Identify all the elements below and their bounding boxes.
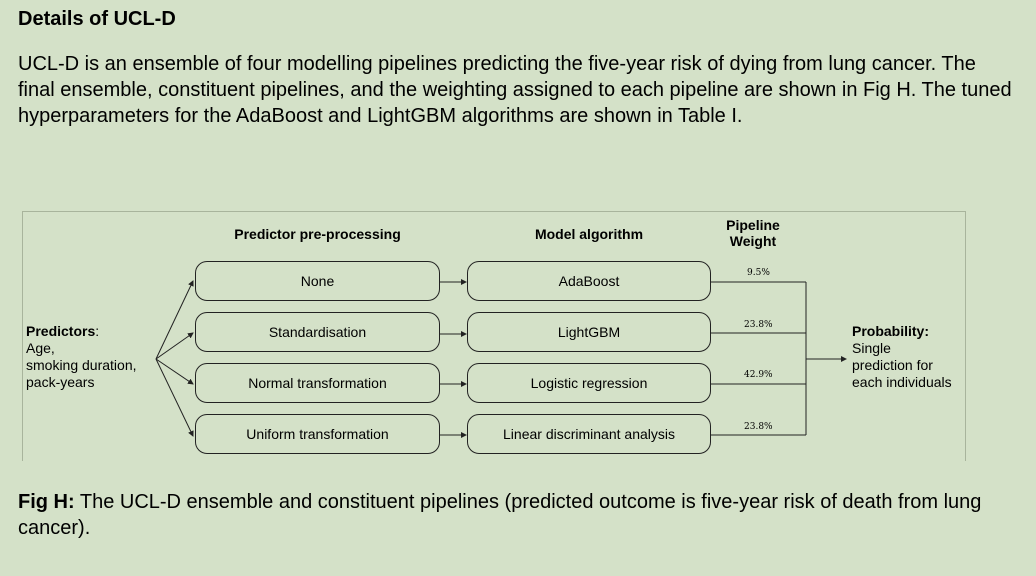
algorithm-box (467, 363, 711, 403)
algorithm-box (467, 261, 711, 301)
preprocessing-box (195, 261, 440, 301)
caption-text: The UCL-D ensemble and constituent pipelines (predicted outcome is five-year risk of death from lung cancer). (18, 491, 982, 539)
output-line: prediction for (852, 357, 933, 373)
col-head-preprocessing: Predictor pre-processing (234, 226, 401, 242)
predictors-title: Predictors (26, 323, 96, 339)
page-heading: Details of UCL-D (18, 8, 176, 30)
ensemble-diagram (22, 211, 966, 461)
predictor-item: smoking duration, (26, 357, 137, 373)
algorithm-box (467, 312, 711, 352)
algorithm-label: AdaBoost (558, 273, 620, 289)
preprocessing-label: Uniform transformation (246, 426, 389, 442)
output-line: Single (852, 340, 891, 356)
fan-arrow-4 (156, 359, 193, 436)
pipeline-weight: 9.5% (747, 268, 770, 278)
algorithm-label: LightGBM (557, 324, 621, 340)
pipeline-weight: 23.8% (744, 422, 773, 432)
preprocessing-box (195, 312, 440, 352)
caption-label: Fig H: (18, 491, 75, 513)
fan-arrow-1 (156, 281, 193, 359)
intro-paragraph: UCL-D is an ensemble of four modelling pipelines predicting the five-year risk of dying from lung cancer. The final ensemble, constituent pipelines, and the weighting assigned to each pipeline are shown in Fig H. The tuned hyperparameters for the AdaBoost and LightGBM algorithms are shown in Table I. (18, 53, 1012, 127)
output-title: Probability: (852, 323, 930, 339)
col-head-weight-line1: Pipeline (726, 217, 780, 233)
col-head-weight-line2: Weight (729, 233, 777, 249)
col-head-weight (713, 217, 793, 249)
algorithm-label: Logistic regression (530, 375, 648, 391)
predictor-item: Age, (26, 340, 55, 356)
preprocessing-label: Normal transformation (248, 375, 387, 391)
predictors-label (26, 323, 137, 391)
algorithm-box (467, 414, 711, 454)
fan-arrow-2 (156, 333, 193, 359)
pipeline-weight: 23.8% (744, 320, 773, 330)
figure-caption (18, 489, 1018, 541)
col-head-model: Model algorithm (534, 226, 644, 242)
preprocessing-label: Standardisation (268, 324, 367, 340)
predictors-colon: : (95, 323, 100, 339)
output-line: each individuals (852, 374, 952, 390)
preprocessing-box (195, 363, 440, 403)
preprocessing-label: None (300, 273, 335, 289)
pipeline-weight: 42.9% (744, 370, 773, 380)
output-label (852, 323, 952, 391)
preprocessing-box (195, 414, 440, 454)
algorithm-label: Linear discriminant analysis (503, 426, 675, 442)
predictor-item: pack-years (26, 374, 95, 390)
